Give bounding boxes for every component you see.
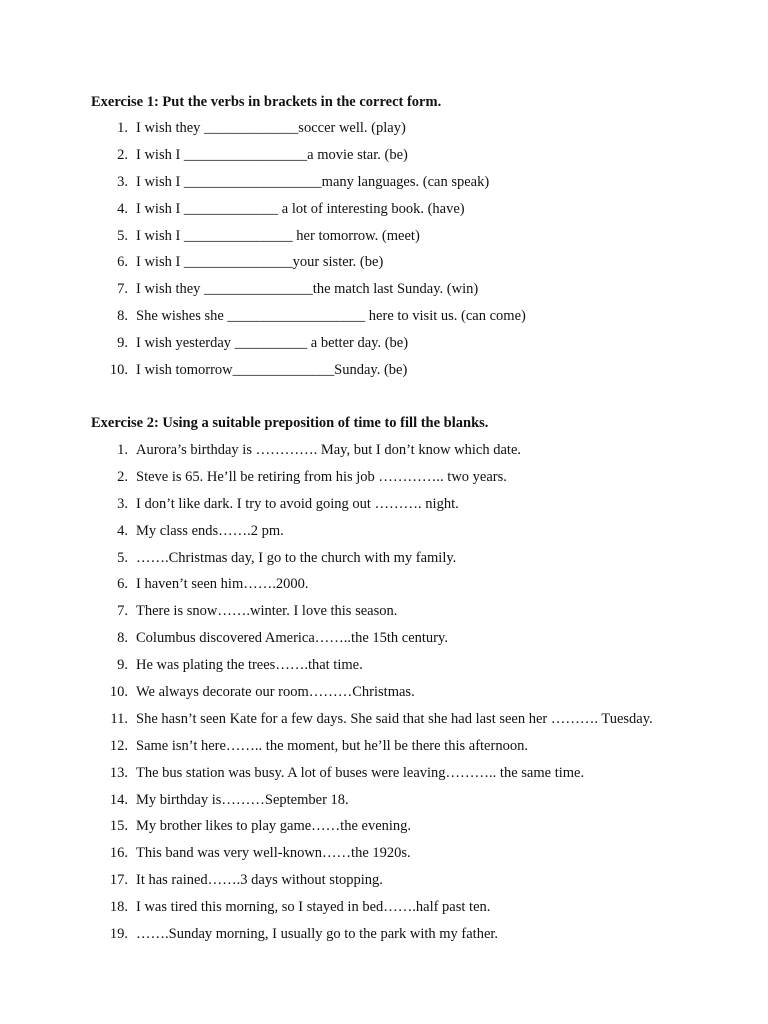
item-number: 19. xyxy=(109,926,128,943)
item-number: 2. xyxy=(117,146,128,163)
item-text: I wish yesterday __________ a better day. (be) xyxy=(136,335,409,352)
item-text: …….Sunday morning, I usually go to the park with my father. xyxy=(136,926,499,943)
item-number: 10. xyxy=(109,684,128,701)
item-number: 7. xyxy=(117,603,128,620)
item-number: 13. xyxy=(109,764,128,781)
item-number: 6. xyxy=(117,254,128,271)
item-number: 5. xyxy=(117,227,128,244)
item-number: 3. xyxy=(117,173,128,190)
item-text: She wishes she ___________________ here to visit us. (can come) xyxy=(136,308,526,325)
item-text: I wish I ___________________many languages. (can speak) xyxy=(136,173,490,190)
item-number: 16. xyxy=(109,845,128,862)
item-text: …….Christmas day, I go to the church with my family. xyxy=(136,549,457,566)
item-text: The bus station was busy. A lot of buses were leaving……….. the same time. xyxy=(136,764,585,781)
item-text: I wish they _____________soccer well. (play) xyxy=(136,120,406,136)
item-number: 2. xyxy=(117,468,128,485)
item-text: My brother likes to play game……the evening. xyxy=(136,818,412,835)
item-number: 4. xyxy=(117,200,128,217)
item-text: I haven’t seen him…….2000. xyxy=(136,576,309,593)
item-number: 8. xyxy=(117,630,128,647)
item-text: There is snow…….winter. I love this season. xyxy=(136,603,398,620)
item-text: This band was very well-known……the 1920s. xyxy=(136,845,411,862)
item-text: She hasn’t seen Kate for a few days. She said that she had last seen her ………. Tuesday. xyxy=(136,710,653,727)
item-text: I wish they _______________the match last Sunday. (win) xyxy=(136,281,479,298)
item-text: I wish tomorrow______________Sunday. (be) xyxy=(136,362,408,379)
item-number: 9. xyxy=(117,335,128,352)
item-number: 15. xyxy=(109,818,128,835)
item-text: My class ends…….2 pm. xyxy=(136,522,284,539)
item-number: 17. xyxy=(109,872,128,889)
item-text: Same isn’t here…….. the moment, but he’ll be there this afternoon. xyxy=(136,737,528,754)
exercise-1-heading: Exercise 1: Put the verbs in brackets in the correct form. xyxy=(91,94,442,110)
item-text: It has rained…….3 days without stopping. xyxy=(136,872,383,889)
item-text: Steve is 65. He’ll be retiring from his job ………….. two years. xyxy=(136,468,507,485)
item-text: I wish I _________________a movie star. (be) xyxy=(136,146,408,163)
item-text: I wish I _____________ a lot of interesting book. (have) xyxy=(136,200,465,217)
item-text: Aurora’s birthday is …………. May, but I don’t know which date. xyxy=(136,442,522,458)
item-number: 4. xyxy=(117,522,128,539)
item-text: He was plating the trees…….that time. xyxy=(136,657,363,674)
item-number: 1. xyxy=(117,442,128,458)
item-number: 3. xyxy=(117,495,128,512)
item-number: 8. xyxy=(117,308,128,325)
item-number: 6. xyxy=(117,576,128,593)
item-text: I wish I _______________your sister. (be) xyxy=(136,254,384,271)
item-number: 1. xyxy=(117,120,128,136)
item-number: 14. xyxy=(109,791,128,808)
item-number: 7. xyxy=(117,281,128,298)
item-text: I don’t like dark. I try to avoid going out ………. night. xyxy=(136,495,459,512)
item-number: 11. xyxy=(110,710,128,727)
item-text: Columbus discovered America……..the 15th century. xyxy=(136,630,448,647)
item-text: I wish I _______________ her tomorrow. (meet) xyxy=(136,227,420,244)
exercise-2-heading: Exercise 2: Using a suitable preposition of time to fill the blanks. xyxy=(91,415,489,431)
item-text: I was tired this morning, so I stayed in bed…….half past ten. xyxy=(136,899,491,916)
item-number: 10. xyxy=(109,362,128,379)
item-text: My birthday is………September 18. xyxy=(136,791,349,808)
item-text: We always decorate our room………Christmas. xyxy=(136,684,415,701)
item-number: 5. xyxy=(117,549,128,566)
item-number: 12. xyxy=(109,737,128,754)
item-number: 9. xyxy=(117,657,128,674)
item-number: 18. xyxy=(109,899,128,916)
